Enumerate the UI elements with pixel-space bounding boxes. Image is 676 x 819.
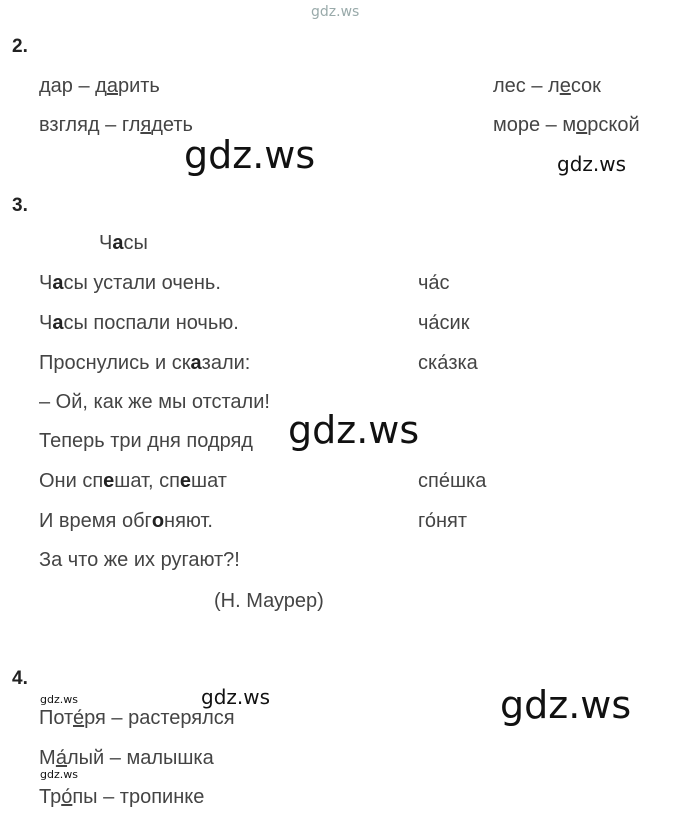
ex2-row1-left: дар – дарить [39,75,160,97]
watermark-medium-2: gdz.ws [201,685,271,709]
poem-line-5: Теперь три дня подряд [39,430,253,452]
poem-author: (Н. Маурер) [214,590,324,612]
poem-line-8: За что же их ругают?! [39,549,240,571]
ex4-row-2: Ма́лый – малышка [39,747,214,769]
watermark-large-1: gdz.ws [184,133,316,177]
poem-line-1: Часы устали очень. [39,272,221,294]
poem-line-3: Проснулись и сказали: [39,352,251,374]
ex4-row-3: Тро́пы – тропинке [39,786,205,808]
watermark-large-2: gdz.ws [288,408,420,452]
check-word-2: ча́сик [418,312,470,334]
check-word-6: спе́шка [418,470,487,492]
ex2-row2-right: море – морской [493,114,640,136]
poem-line-6: Они спешат, спешат [39,470,227,492]
watermark-small-2: gdz.ws [40,768,78,781]
exercise-4-number: 4. [12,668,28,689]
poem-title: Часы [99,232,148,254]
ex2-row1-right: лес – лесок [493,75,601,97]
poem-line-4: – Ой, как же мы отстали! [39,391,270,413]
watermark-small-1: gdz.ws [40,693,78,706]
ex4-row-1: Поте́ря – растерялся [39,707,235,729]
check-word-1: ча́с [418,272,450,294]
ex2-row2-left: взгляд – глядеть [39,114,193,136]
poem-line-2: Часы поспали ночью. [39,312,239,334]
exercise-2-number: 2. [12,36,28,57]
poem-line-7: И время обгоняют. [39,510,213,532]
check-word-3: ска́зка [418,352,478,374]
watermark-medium-1: gdz.ws [557,152,627,176]
check-word-7: го́нят [418,510,468,532]
exercise-3-number: 3. [12,195,28,216]
watermark-top: gdz.ws [311,4,360,20]
watermark-large-3: gdz.ws [500,683,632,727]
